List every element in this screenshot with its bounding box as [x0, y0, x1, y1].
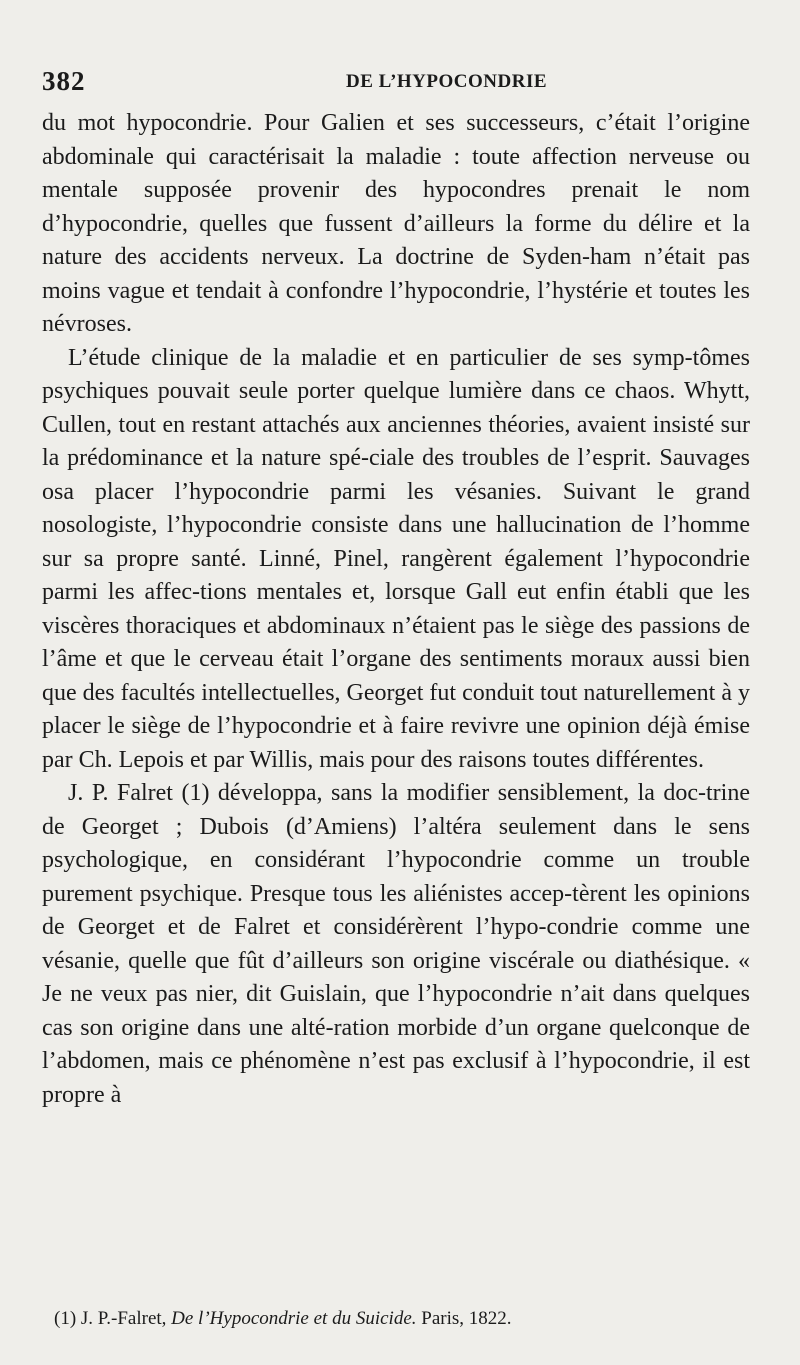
- page-header: [42, 66, 750, 100]
- footnote: [54, 1307, 754, 1331]
- footnote-title: De l’Hypocondrie et du Suicide.: [171, 1308, 417, 1329]
- running-head: DE L’HYPOCONDRIE: [346, 71, 548, 92]
- body-text: [42, 107, 750, 1112]
- paragraph-continuation: du mot hypocondrie. Pour Galien et ses successeurs, c’était l’origine abdominale qui caractérisait la maladie : toute affection nerveuse ou mentale supposée provenir des hypocondres prenait le nom d’hypocondrie, quelles que fussent d’ailleurs la forme du délire et la nature des accidents nerveux. La doctrine de Syden-ham n’était pas moins vague et tendait à confondre l’hypocondrie, l’hystérie et toutes les névroses.: [42, 110, 750, 337]
- paragraph-falret: J. P. Falret (1) développa, sans la modifier sensiblement, la doc-trine de Georget ; Dubois (d’Amiens) l’altéra seulement dans le sens psychologique, en considérant l’hypocondrie comme un trouble purement psychique. Presque tous les aliénistes accep-tèrent les opinions de Georget et de Falret et considérèrent l’hypo-condrie comme une vésanie, quelle que fût d’ailleurs son origine viscérale ou diathésique. « Je ne veux pas nier, dit Guislain, que l’hypocondrie n’ait dans quelques cas son origine dans une alté-ration morbide d’un organe quelconque de l’abdomen, mais ce phénomène n’est pas exclusif à l’hypocondrie, il est propre à: [42, 780, 750, 1108]
- footnote-author: J. P.-Falret,: [80, 1308, 167, 1329]
- footnote-imprint: Paris, 1822.: [421, 1308, 512, 1329]
- footnote-marker: (1): [54, 1308, 77, 1329]
- paragraph-clinical-study: L’étude clinique de la maladie et en particulier de ses symp-tômes psychiques pouvait seule porter quelque lumière dans ce chaos. Whytt, Cullen, tout en restant attachés aux anciennes théories, avaient insisté sur la prédominance et la nature spé-ciale des troubles de l’esprit. Sauvages osa placer l’hypocondrie parmi les vésanies. Suivant le grand nosologiste, l’hypocondrie consiste dans une hallucination de l’homme sur sa propre santé. Linné, Pinel, rangèrent également l’hypocondrie parmi les affec-tions mentales et, lorsque Gall eut enfin établi que les viscères thoraciques et abdominaux n’étaient pas le siège des passions de l’âme et que le cerveau était l’organe des sentiments moraux aussi bien que des facultés intellectuelles, Georget fut conduit tout naturellement à y placer le siège de l’hypocondrie et à faire revivre une opinion déjà émise par Ch. Lepois et par Willis, mais pour des raisons toutes différentes.: [42, 344, 750, 773]
- page-number: 382: [42, 66, 86, 96]
